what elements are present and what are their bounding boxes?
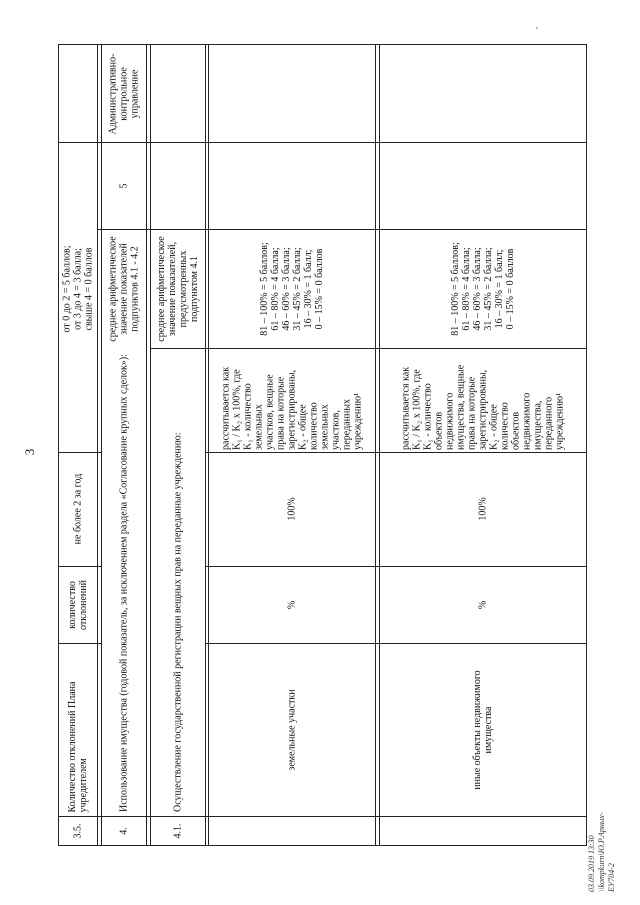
unit-text: количество отклонений: [67, 579, 89, 630]
row-3-5-number: [59, 817, 97, 845]
method-line: учреждению¹: [352, 392, 364, 450]
method-line: земельных: [253, 404, 265, 450]
indicator-name: Осуществление государственной регистрации вещных прав на переданные учреждению:: [172, 432, 184, 812]
method-line: рассчитывается как: [220, 366, 232, 450]
responsible-line: управление: [129, 69, 141, 118]
row-number-text: 4.: [118, 827, 130, 835]
method-line: объектов: [510, 411, 522, 450]
row-3-5-target: [59, 452, 97, 566]
row-land-method: [209, 348, 375, 452]
method-line: количество: [499, 402, 511, 450]
method-line: K₁ - количество: [422, 383, 434, 450]
responsible-line: контрольное: [118, 66, 130, 121]
row-number-text: 4.1.: [172, 823, 184, 839]
row-3-5-scoring: [59, 229, 97, 348]
row-3-5-name: [59, 643, 97, 816]
table-line: [97, 44, 98, 845]
table-line: [205, 44, 206, 845]
method-line: имущества,: [532, 400, 544, 450]
target-value: не более 2 за год: [72, 473, 84, 545]
table-line: [375, 44, 376, 845]
method-line: учреждению¹: [554, 392, 566, 450]
footer-date: 03.09.2019 13:30: [587, 835, 596, 892]
method-line: K₂ - общее: [297, 404, 309, 450]
method-line: имущества, вещные: [455, 364, 467, 450]
row-4-scoring: [102, 229, 146, 348]
row-property-scoring: [380, 229, 586, 348]
scoring-line: 46 – 60% = 3 балла;: [472, 246, 483, 331]
method-line: количество: [308, 402, 320, 450]
table-line: [586, 44, 587, 845]
responsible-line: Административно-: [107, 53, 119, 134]
row-4-responsible: [102, 45, 146, 142]
method-line: недвижимого: [444, 392, 456, 450]
row-land-unit: [209, 566, 375, 643]
scoring-line: 61 – 80% = 4 балла;: [461, 246, 472, 331]
scoring-line: 61 – 80% = 4 балла;: [270, 246, 281, 331]
method-line: права на которые: [466, 376, 478, 450]
row-4-1-name: [151, 348, 205, 816]
max-score: 5: [118, 183, 130, 188]
unit-text: %: [477, 600, 489, 609]
scoring-line: 16 – 30% = 1 балл;: [303, 249, 314, 328]
table-line: [58, 845, 587, 846]
table-line: [146, 44, 147, 845]
row-property-unit: [380, 566, 586, 643]
row-4-1-number: [151, 817, 205, 845]
scoring-line: от 3 до 4 = 3 балла;: [72, 247, 84, 330]
indicator-name: иные объекты недвижимого имущества: [472, 669, 494, 790]
indicator-name: Использование имущества (годовой показатель, за исключением раздела «Согласование крупных сделок»):: [118, 354, 130, 812]
scoring-line: среднее арифметическое: [156, 235, 167, 342]
scoring-line: 0 – 15% = 0 баллов: [505, 248, 516, 329]
scoring-line: 0 – 15% = 0 баллов: [314, 248, 325, 329]
method-line: рассчитывается как: [400, 366, 412, 450]
method-line: зарегистрированы,: [477, 369, 489, 450]
row-number-text: 3.5.: [72, 823, 84, 839]
row-property-target: [380, 452, 586, 566]
scoring-line: значение показателей,: [167, 241, 178, 336]
target-value: 100%: [477, 497, 489, 521]
row-land-name: [209, 643, 375, 816]
method-line: объектов: [433, 411, 445, 450]
row-4-name: [102, 348, 146, 816]
row-land-scoring: [209, 229, 375, 348]
scoring-line: от 0 до 2 = 5 баллов;: [61, 244, 73, 333]
page-number: 3: [22, 448, 37, 456]
scoring-line: значение показателей: [118, 242, 130, 335]
scoring-line: 81 – 100% = 5 баллов;: [259, 241, 270, 336]
row-3-5-method: [59, 348, 97, 452]
row-property-name: [380, 643, 586, 816]
scoring-line: среднее арифметическое: [107, 235, 119, 342]
unit-text: %: [286, 600, 298, 609]
scoring-line: 81 – 100% = 5 баллов;: [450, 241, 461, 336]
method-line: K₁ / K₂ x 100%, где: [411, 369, 423, 450]
scoring-line: 16 – 30% = 1 балл;: [494, 249, 505, 328]
method-line: права на которые: [275, 376, 287, 450]
row-4-max-score: [102, 142, 146, 229]
scoring-line: предусмотренных: [178, 250, 189, 327]
method-line: переданных: [341, 398, 353, 450]
row-4-number: [102, 817, 146, 845]
method-line: K₁ - количество: [242, 383, 254, 450]
row-3-5-unit: [59, 566, 97, 643]
method-line: K₁ / K₂ x 100%, где: [231, 369, 243, 450]
method-line: земельных: [319, 404, 331, 450]
footer-file: \\kompkurn\Ю.Р.Арных-ЕУ704-2: [597, 812, 616, 892]
indicator-name: земельные участки: [286, 688, 298, 771]
method-line: переданного: [543, 396, 555, 450]
scoring-line: свыше 4 = 0 баллов: [83, 247, 95, 330]
scoring-line: подпунктом 4.1: [189, 255, 200, 322]
method-line: недвижимого: [521, 392, 533, 450]
scoring-line: 31 – 45% = 2 балла;: [292, 246, 303, 331]
corner-mark: ': [536, 26, 538, 37]
method-line: зарегистрированы,: [286, 369, 298, 450]
scoring-line: 46 – 60% = 3 балла;: [281, 246, 292, 331]
method-line: участков, вещные: [264, 374, 276, 450]
method-line: участков,: [330, 410, 342, 450]
method-line: K₂ - общее: [488, 404, 500, 450]
indicator-name: Количество отклонений Плана учредителем: [67, 681, 89, 812]
scoring-line: подпунктов 4.1 - 4.2: [129, 245, 141, 332]
row-land-target: [209, 452, 375, 566]
target-value: 100%: [286, 497, 298, 521]
scoring-line: 31 – 45% = 2 балла;: [483, 246, 494, 331]
row-4-1-scoring: [151, 229, 205, 348]
row-property-method: [380, 348, 586, 452]
